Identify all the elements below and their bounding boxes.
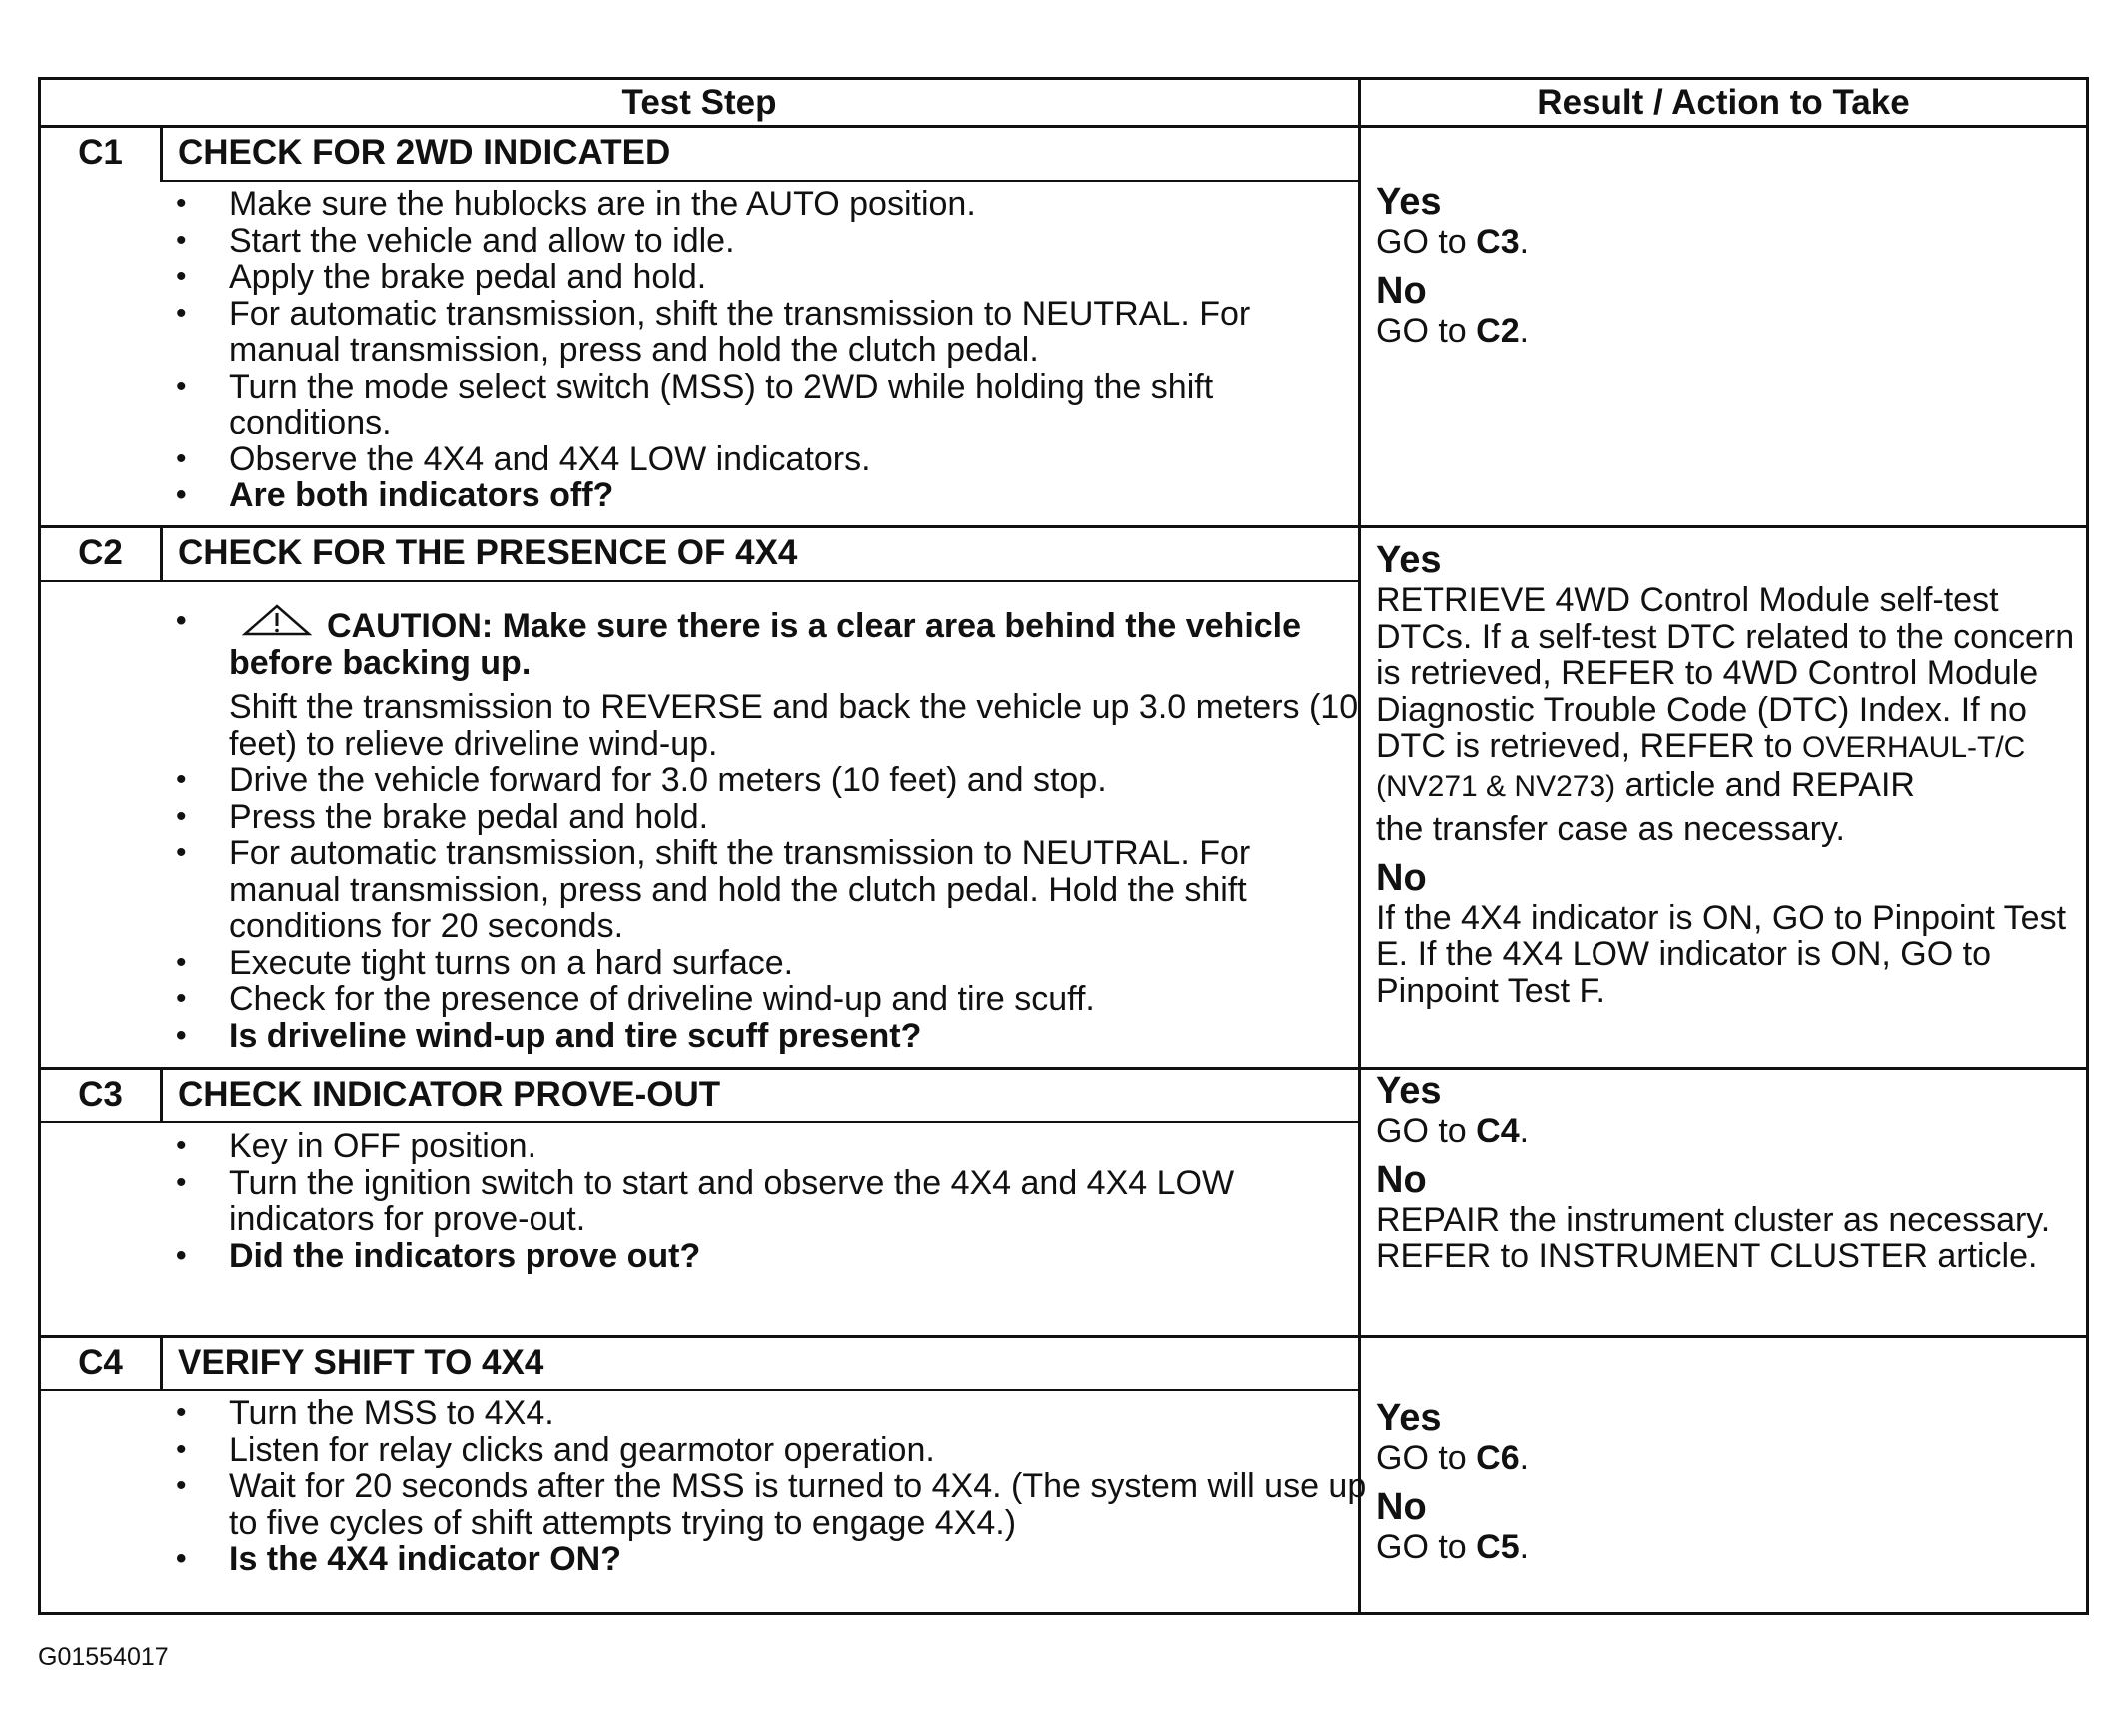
header-test-step: Test Step bbox=[621, 83, 777, 122]
no-label: No bbox=[1376, 856, 1427, 899]
goto-text: GO to bbox=[1376, 311, 1467, 350]
yes-action: GO to C6. bbox=[1376, 1439, 1530, 1477]
yes-label: Yes bbox=[1376, 539, 1442, 581]
step-title-c2: CHECK FOR THE PRESENCE OF 4X4 bbox=[178, 533, 798, 572]
list-item: • Turn the mode select switch (MSS) to 2WD while holding the shift conditions. bbox=[176, 369, 1370, 441]
step-instructions-c3 bbox=[176, 1128, 1370, 1274]
step-number-c2: C2 bbox=[78, 533, 123, 572]
goto-target: C2 bbox=[1476, 311, 1520, 350]
header-result-action: Result / Action to Take bbox=[1537, 83, 1910, 122]
yes-label: Yes bbox=[1376, 1070, 1442, 1112]
list-item: • Execute tight turns on a hard surface. bbox=[176, 945, 1370, 982]
list-item: • Wait for 20 seconds after the MSS is turned to 4X4. (The system will use up to five cycles of shift attempts trying to engage 4X4.) bbox=[176, 1468, 1370, 1541]
list-item: • Apply the brake pedal and hold. bbox=[176, 259, 1370, 296]
goto-target: C6 bbox=[1476, 1439, 1520, 1477]
step-number-divider bbox=[160, 1070, 163, 1122]
figure-id: G01554017 bbox=[38, 1643, 169, 1671]
list-item-continued: Shift the transmission to REVERSE and back the vehicle up 3.0 meters (10 feet) to relieve driveline wind-up. bbox=[229, 688, 1359, 763]
step-instructions-c4 bbox=[176, 1395, 1370, 1578]
step-instructions-c1 bbox=[176, 186, 1370, 514]
caution-item bbox=[176, 603, 1370, 681]
result-c4 bbox=[1376, 1396, 2075, 1565]
list-item: • For automatic transmission, shift the transmission to NEUTRAL. For manual transmission, press and hold the clutch pedal. bbox=[176, 296, 1370, 369]
no-label: No bbox=[1376, 269, 1427, 312]
step-number-c3: C3 bbox=[78, 1075, 123, 1114]
no-action: If the 4X4 indicator is ON, GO to Pinpoint Test E. If the 4X4 LOW indicator is ON, GO to Pinpoint Test F. bbox=[1376, 898, 2067, 1010]
step-instructions-c2 bbox=[176, 603, 1370, 1054]
no-label: No bbox=[1376, 1158, 1427, 1201]
list-item: • Press the brake pedal and hold. bbox=[176, 799, 1370, 836]
list-item: • For automatic transmission, shift the transmission to NEUTRAL. For manual transmission, press and hold the clutch pedal. Hold the shift conditions for 20 seconds. bbox=[176, 835, 1370, 945]
step-title-divider-c1 bbox=[160, 180, 1358, 182]
list-item: • Turn the MSS to 4X4. bbox=[176, 1395, 1370, 1432]
step-number-c4: C4 bbox=[78, 1343, 123, 1382]
result-c1 bbox=[1376, 180, 2075, 349]
yes-action: GO to C3. bbox=[1376, 223, 1530, 261]
list-item: • Drive the vehicle forward for 3.0 meters (10 feet) and stop. bbox=[176, 762, 1370, 799]
goto-text: GO to bbox=[1376, 1112, 1467, 1150]
no-action: GO to C2. bbox=[1376, 311, 1530, 350]
list-item-question: • Is the 4X4 indicator ON? bbox=[176, 1541, 1370, 1578]
goto-text: GO to bbox=[1376, 223, 1467, 261]
step-title-c3: CHECK INDICATOR PROVE-OUT bbox=[178, 1075, 721, 1114]
goto-target: C5 bbox=[1476, 1527, 1520, 1566]
yes-action-cont: the transfer case as necessary. bbox=[1376, 810, 1845, 848]
article-reference: OVERHAUL-T/C (NV271 & NV273) bbox=[1376, 731, 2026, 803]
goto-text: GO to bbox=[1376, 1439, 1467, 1477]
list-item: • Check for the presence of driveline wind-up and tire scuff. bbox=[176, 981, 1370, 1018]
list-item: • Start the vehicle and allow to idle. bbox=[176, 223, 1370, 260]
step-title-c1: CHECK FOR 2WD INDICATED bbox=[178, 133, 671, 172]
step-title-divider-c3 bbox=[41, 1121, 1358, 1123]
step-number-divider bbox=[160, 1338, 163, 1390]
goto-target: C3 bbox=[1476, 223, 1520, 261]
step-number-divider bbox=[160, 528, 163, 581]
step-title-divider-c2 bbox=[41, 580, 1358, 582]
yes-label: Yes bbox=[1376, 181, 1442, 223]
step-title-c4: VERIFY SHIFT TO 4X4 bbox=[178, 1343, 544, 1382]
list-item: • Key in OFF position. bbox=[176, 1128, 1370, 1165]
list-item: • Make sure the hublocks are in the AUTO position. bbox=[176, 186, 1370, 223]
warning-triangle-icon bbox=[241, 603, 313, 637]
yes-label: Yes bbox=[1376, 1397, 1442, 1439]
list-item: • Listen for relay clicks and gearmotor operation. bbox=[176, 1432, 1370, 1469]
list-item-question: • Is driveline wind-up and tire scuff present? bbox=[176, 1018, 1370, 1055]
caution-text: CAUTION: Make sure there is a clear area behind the vehicle before backing up. bbox=[229, 607, 1302, 682]
test-step-table bbox=[38, 77, 2089, 1615]
step-number-divider bbox=[160, 128, 163, 181]
yes-text: article and REPAIR bbox=[1624, 765, 1915, 804]
yes-action: GO to C4. bbox=[1376, 1112, 1530, 1150]
goto-target: C4 bbox=[1476, 1112, 1520, 1150]
yes-action bbox=[1376, 582, 2075, 805]
list-item-question: • Are both indicators off? bbox=[176, 477, 1370, 514]
no-action: REPAIR the instrument cluster as necessary. REFER to INSTRUMENT CLUSTER article. bbox=[1376, 1200, 2051, 1275]
no-action: GO to C5. bbox=[1376, 1527, 1530, 1566]
result-c2 bbox=[1376, 538, 2075, 1009]
step-number-c1: C1 bbox=[78, 133, 123, 172]
list-item: • Observe the 4X4 and 4X4 LOW indicators. bbox=[176, 441, 1370, 478]
list-item: • Turn the ignition switch to start and observe the 4X4 and 4X4 LOW indicators for prove-out. bbox=[176, 1165, 1370, 1238]
goto-text: GO to bbox=[1376, 1527, 1467, 1566]
yes-text: RETRIEVE 4WD Control Module self-test DTCs. If a self-test DTC related to the concern is retrieved, REFER to 4WD Control Module Diagnostic Trouble Code (DTC) Index. If no DTC is retrieved, REFER to bbox=[1376, 581, 2075, 765]
list-item-question: • Did the indicators prove out? bbox=[176, 1238, 1370, 1275]
result-c3 bbox=[1376, 1069, 2075, 1275]
step-title-divider-c4 bbox=[41, 1389, 1358, 1391]
no-label: No bbox=[1376, 1485, 1427, 1528]
